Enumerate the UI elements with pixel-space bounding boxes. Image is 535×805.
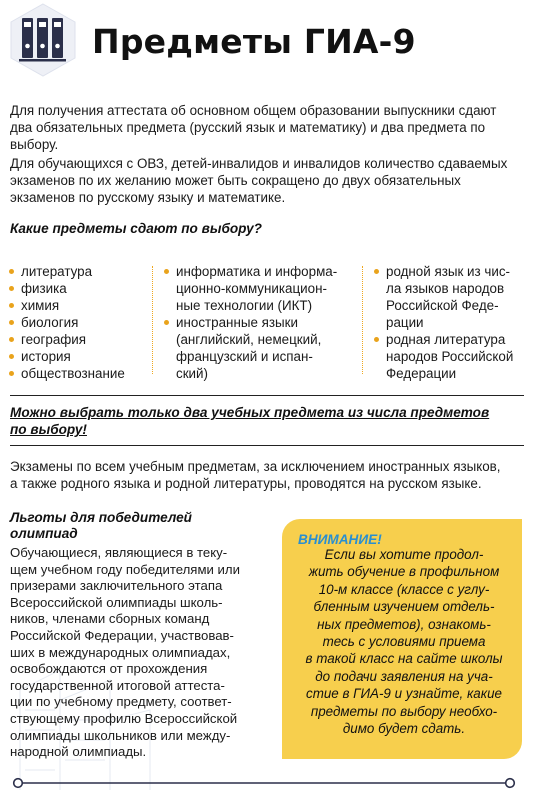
- subjects-column-3: [373, 263, 533, 382]
- page-title: Предметы ГИА-9: [92, 22, 416, 61]
- note-bottom-rule: [10, 445, 524, 446]
- attention-callout: [282, 519, 522, 759]
- list-item: иностранные языки (английский, немецкий, французский и испан- ский): [163, 314, 363, 382]
- list-item: биология: [8, 314, 148, 331]
- subjects-column-2: [163, 263, 363, 382]
- intro-paragraph-1: Для получения аттестата об основном общем образовании выпускники сдают два обязательных предмета (русский язык и математику) и два предмета по выбору.: [10, 103, 497, 152]
- language-line-1: Экзамены по всем учебным предметам, за исключением иностранных языков,: [10, 459, 501, 474]
- list-item: информатика и информа- ционно-коммуникацион- ные технологии (ИКТ): [163, 263, 363, 314]
- column-divider: [152, 266, 153, 374]
- list-item: литература: [8, 263, 148, 280]
- list-item: обществознание: [8, 365, 148, 382]
- subjects-column-1: [8, 263, 148, 382]
- list-item: география: [8, 331, 148, 348]
- note-top-rule: [10, 395, 524, 396]
- callout-title: ВНИМАНИЕ!: [298, 532, 382, 547]
- callout-body: Если вы хотите продол- жить обучение в профильном 10-м классе (классе с углу- бленным изучением отдель- ных предметов), ознакомь- тесь с условиями приема в такой класс на сайте школы до подачи заявления на уча- стие в ГИА-9 и узнайте, какие предметы по выбору необхо- димо будет сдать.: [305, 547, 503, 737]
- list-item: химия: [8, 297, 148, 314]
- binders-icon: [8, 2, 78, 78]
- list-item: родной язык из чис- ла языков народов Российской Феде- рации: [373, 263, 533, 331]
- intro-paragraph-2: Для обучающихся с ОВЗ, детей-инвалидов и инвалидов количество сдаваемых экзаменов по их желанию может быть сокращено до двух обязательных экзаменов по русскому языку и математике.: [10, 156, 508, 205]
- olympiad-heading-2: олимпиад: [10, 526, 78, 541]
- note-line-1: Можно выбрать только два учебных предмета из числа предметов: [10, 405, 490, 420]
- choice-heading: Какие предметы сдают по выбору?: [10, 221, 262, 236]
- list-item: физика: [8, 280, 148, 297]
- list-item: родная литература народов Российской Федерации: [373, 331, 533, 382]
- list-item: история: [8, 348, 148, 365]
- note-line-2: по выбору!: [10, 422, 87, 437]
- language-line-2: а также родного языка и родной литературы, проводятся на русском языке.: [10, 476, 482, 491]
- olympiad-heading-1: Льготы для победителей: [10, 510, 192, 525]
- olympiad-body: Обучающиеся, являющиеся в теку- щем учебном году победителями или призерами заключительного этапа Всероссийской олимпиады школь- ников, членами сборных команд Российской Федерации, участвовав- ших в международных олимпиадах, освобождаются от прохождения государственной итоговой аттеста- ции по учебному предмету, соответ- ствующему профилю Всероссийской олимпиады школьников или между- народной олимпиады.: [10, 545, 240, 760]
- timeline-line: [12, 777, 516, 789]
- column-divider: [362, 266, 363, 374]
